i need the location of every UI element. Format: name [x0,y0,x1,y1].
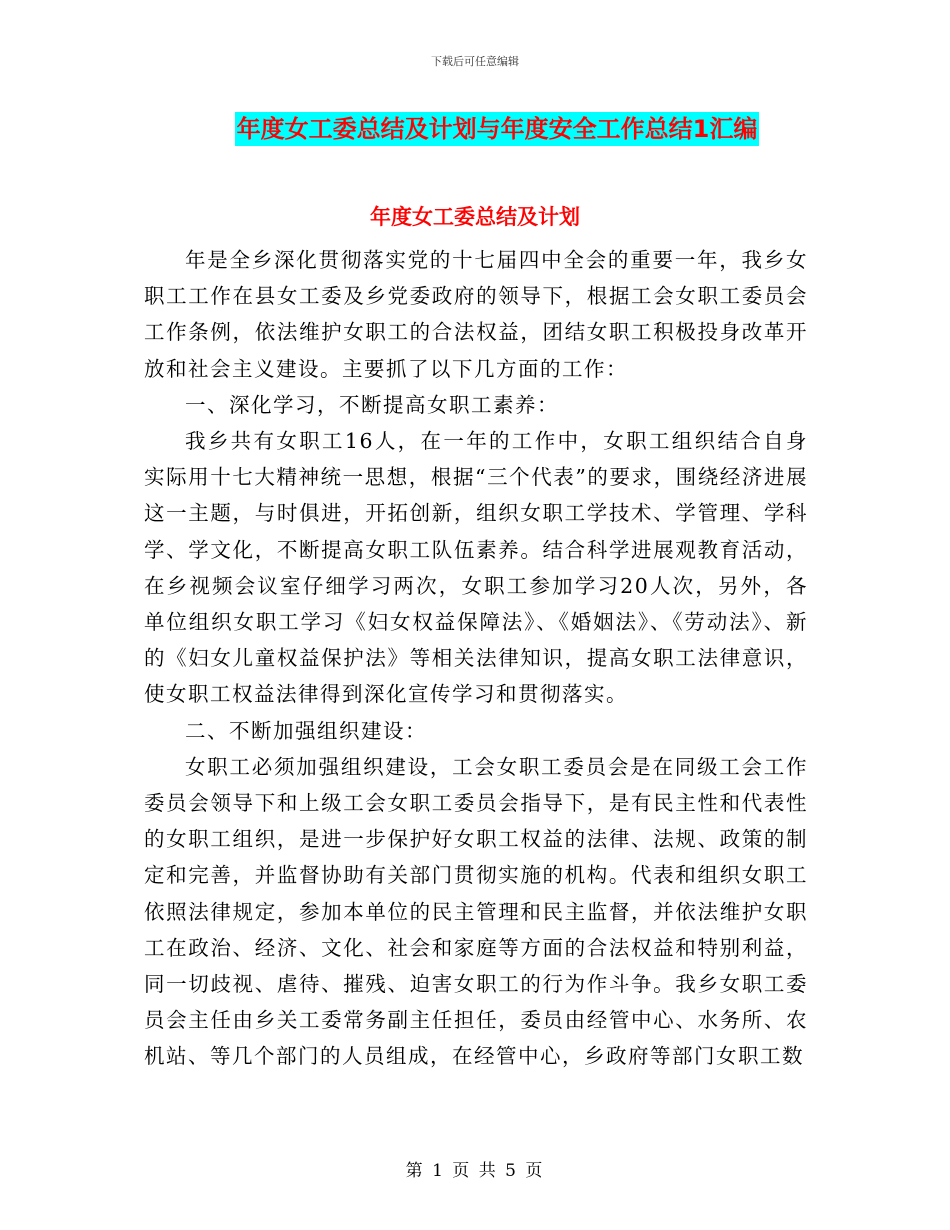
paragraph-intro: 年是全乡深化贯彻落实党的十七届四中全会的重要一年，我乡女职工工作在县女工委及乡党委政府的领导下，根据工会女职工委员会工作条例，依法维护女职工的合法权益，团结女职工积极投身改革开放和社会主义建设。主要抓了以下几方面的工作： [144,248,808,381]
heading-organization: 二、不断加强组织建设： [185,718,427,743]
section-title: 年度女工委总结及计划 [370,205,580,229]
paragraph-study: 我乡共有女职工16人，在一年的工作中，女职工组织结合自身实际用十七大精神统一思想，根据“三个代表”的要求，围绕经济进展这一主题，与时俱进，开拓创新，组织女职工学技术、学管理、学科学、学文化，不断提高女职工队伍素养。结合科学进展观教育活动，在乡视频会议室仔细学习两次，女职工参加学习20人次，另外，各单位组织女职工学习《妇女权益保障法》、《婚姻法》、《劳动法》、新的《妇女儿童权益保护法》等相关法律知识，提高女职工法律意识，使女职工权益法律得到深化宣传学习和贯彻落实。 [144,429,808,707]
document-body [144,242,808,1075]
header-note: 下载后可任意编辑 [431,55,519,68]
paragraph-organization: 女职工必须加强组织建设，工会女职工委员会是在同级工会工作委员会领导下和上级工会女职工委员会指导下，是有民主性和代表性的女职工组织，是进一步保护好女职工权益的法律、法规、政策的制定和完善，并监督协助有关部门贯彻实施的机构。代表和组织女职工依照法律规定，参加本单位的民主管理和民主监督，并依法维护女职工在政治、经济、文化、社会和家庭等方面的合法权益和特别利益，同一切歧视、虐待、摧残、迫害女职工的行为作斗争。我乡女职工委员会主任由乡关工委常务副主任担任，委员由经管中心、水务所、农机站、等几个部门的人员组成，在经管中心，乡政府等部门女职工数 [144,754,808,1069]
main-title-container [0,112,950,146]
document-main-title: 年度女工委总结及计划与年度安全工作总结1汇编 [235,112,760,146]
heading-study: 一、深化学习，不断提高女职工素养： [185,392,559,417]
page-footer: 第 1 页 共 5 页 [405,1161,545,1181]
